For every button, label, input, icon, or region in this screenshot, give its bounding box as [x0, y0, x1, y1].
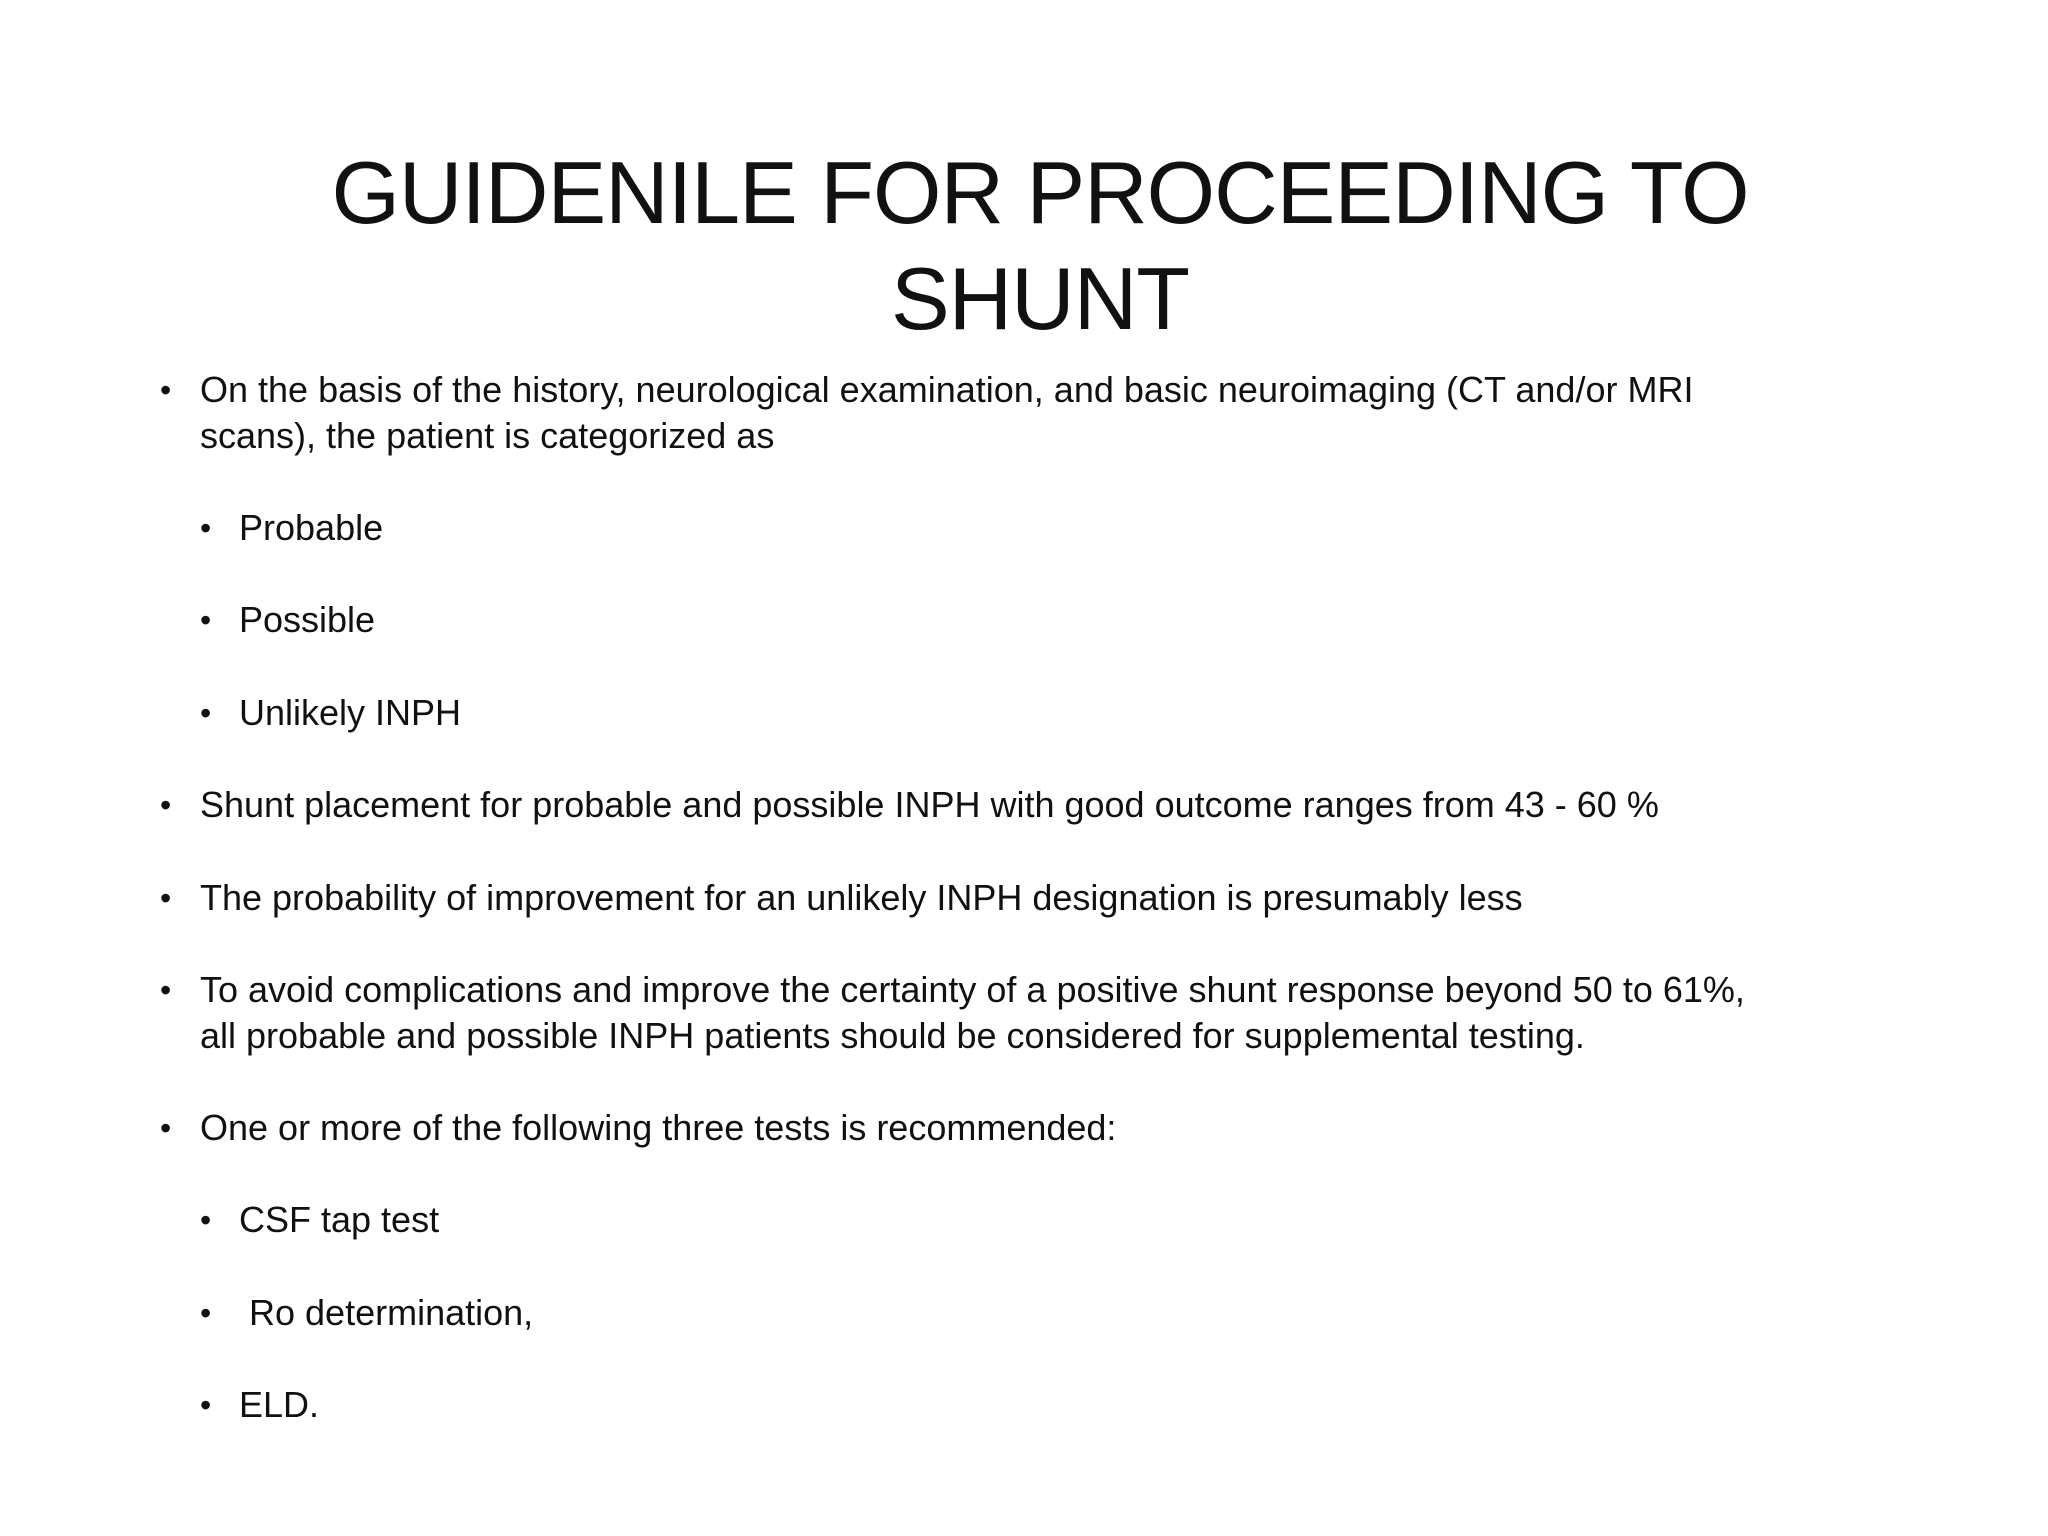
sub-bullet-dot: • [200, 510, 212, 546]
sub-bullet-dot: • [200, 1387, 212, 1423]
sub-list-item: Unlikely INPH [239, 692, 462, 733]
list-item-line: scans), the patient is categorized as [200, 415, 775, 456]
title-line-1: GUIDENILE FOR PROCEEDING TO [331, 143, 1749, 242]
list-item [200, 367, 1693, 459]
list-item-line: On the basis of the history, neurological examination, and basic neuroimaging (CT and/or MRI [200, 369, 1694, 410]
sub-list-item: Ro determination, [239, 1292, 534, 1333]
sub-bullet-dot: • [200, 1202, 212, 1238]
sub-bullet-dot: • [200, 695, 212, 731]
sub-list-item: CSF tap test [239, 1199, 440, 1240]
sub-list-item: Possible [239, 599, 376, 640]
sub-list-item: Probable [239, 507, 384, 548]
list-item: One or more of the following three tests is recommended: [200, 1107, 1117, 1148]
list-item [200, 967, 1745, 1059]
list-item: Shunt placement for probable and possible INPH with good outcome ranges from 43 - 60 % [200, 784, 1659, 825]
sub-bullet-dot: • [200, 602, 212, 638]
bullet-dot: • [160, 880, 172, 916]
list-item: The probability of improvement for an unlikely INPH designation is presumably less [200, 877, 1523, 918]
title-line-2: SHUNT [890, 249, 1190, 348]
bullet-dot: • [160, 787, 172, 823]
sub-bullet-dot: • [200, 1295, 212, 1331]
bullet-dot: • [160, 972, 172, 1008]
sub-list-item: ELD. [239, 1384, 320, 1425]
bullet-dot: • [160, 372, 172, 408]
list-item-line: all probable and possible INPH patients should be considered for supplemental testing. [200, 1015, 1585, 1056]
bullet-dot: • [160, 1110, 172, 1146]
list-item-line: To avoid complications and improve the certainty of a positive shunt response beyond 50 to 61%, [200, 969, 1745, 1010]
